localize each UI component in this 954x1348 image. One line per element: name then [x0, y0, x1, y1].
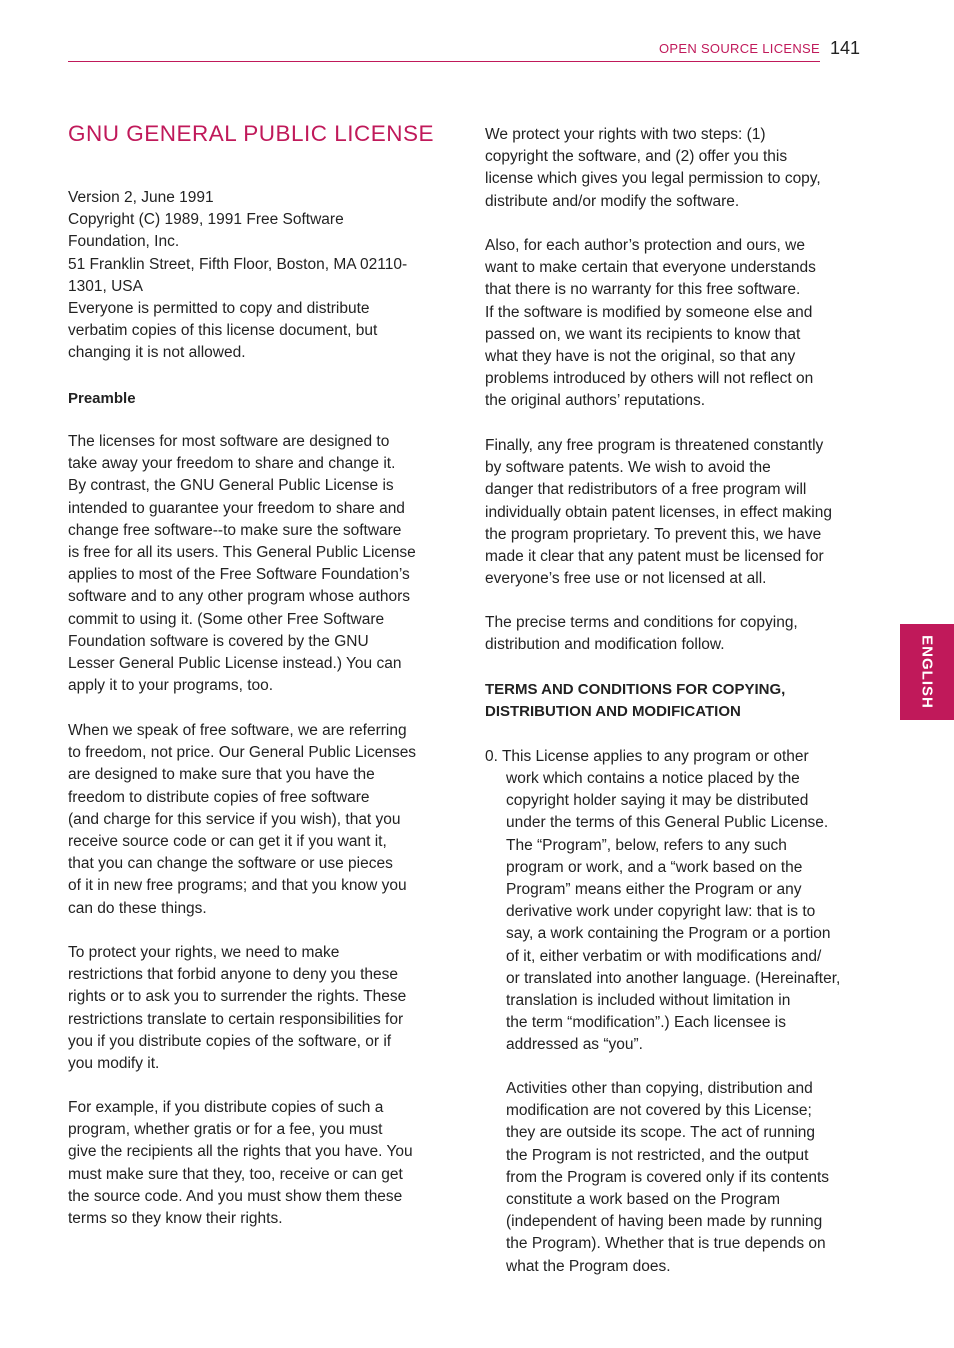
text-line: applies to most of the Free Software Foundation’s	[68, 566, 410, 584]
preamble-paragraph-7	[485, 435, 832, 590]
preamble-paragraph-6	[485, 235, 816, 413]
text-line: take away your freedom to share and change it.	[68, 455, 396, 473]
text-line: change free software--to make sure the software	[68, 521, 402, 539]
text-line: The licenses for most software are designed to	[68, 433, 390, 450]
text-line: Copyright (C) 1989, 1991 Free Software	[68, 211, 344, 229]
text-line: derivative work under copyright law: that is to	[506, 903, 816, 921]
text-line: can do these things.	[68, 899, 207, 917]
text-line: Everyone is permitted to copy and distribute	[68, 300, 370, 318]
text-line: the Program is not restricted, and the output	[506, 1146, 809, 1164]
text-line: verbatim copies of this license document, but	[68, 322, 378, 340]
text-line: you modify it.	[68, 1055, 160, 1073]
text-line: Version 2, June 1991	[68, 189, 214, 206]
text-line: are designed to make sure that you have the	[68, 766, 375, 784]
text-line: DISTRIBUTION AND MODIFICATION	[485, 703, 741, 721]
term-0-first-line: 0. This License applies to any program or other	[485, 748, 809, 765]
text-line: commit to using it. (Some other Free Software	[68, 610, 385, 628]
text-line: the source code. And you must show them these	[68, 1187, 403, 1205]
text-line: say, a work containing the Program or a portion	[506, 925, 831, 943]
text-line: When we speak of free software, we are referring	[68, 722, 407, 739]
text-line: distribute and/or modify the software.	[485, 192, 740, 210]
text-line: 51 Franklin Street, Fifth Floor, Boston, MA 02110-	[68, 255, 408, 273]
text-line: software and to any other program whose authors	[68, 588, 411, 606]
text-line: from the Program is covered only if its contents	[506, 1168, 830, 1186]
text-line: Also, for each author’s protection and ours, we	[485, 237, 805, 254]
text-line: freedom to distribute copies of free software	[68, 788, 370, 806]
text-line: what the Program does.	[506, 1257, 671, 1275]
text-line: that you can change the software or use pieces	[68, 855, 393, 873]
text-line: the original authors’ reputations.	[485, 392, 706, 410]
text-line: passed on, we want its recipients to know that	[485, 325, 801, 343]
text-line: the program proprietary. To prevent this, we have	[485, 525, 822, 543]
text-line: We protect your rights with two steps: (1)	[485, 126, 766, 143]
text-line: by software patents. We wish to avoid the	[485, 459, 771, 477]
text-line: that there is no warranty for this free software.	[485, 281, 801, 299]
language-side-tab-label: ENGLISH	[918, 635, 936, 709]
text-line: of it in new free programs; and that you know you	[68, 877, 407, 895]
text-line: intended to guarantee your freedom to share and	[68, 499, 405, 517]
text-line: copyright the software, and (2) offer you this	[485, 148, 788, 166]
page-number: 141	[830, 38, 861, 58]
version-block	[68, 187, 407, 365]
text-line: under the terms of this General Public License.	[506, 814, 829, 832]
language-side-tab	[900, 624, 954, 720]
text-line: changing it is not allowed.	[68, 344, 246, 362]
text-line: made it clear that any patent must be licensed for	[485, 548, 824, 566]
text-line: individually obtain patent licenses, in effect making	[485, 503, 832, 521]
preamble-paragraph-5	[485, 124, 821, 213]
text-line: modification are not covered by this License;	[506, 1102, 812, 1120]
preamble-paragraph-8	[485, 612, 798, 656]
text-line: Foundation, Inc.	[68, 233, 180, 251]
preamble-heading: Preamble	[68, 390, 136, 407]
text-line: Lesser General Public License instead.) You can	[68, 655, 402, 673]
text-line: addressed as “you”.	[506, 1036, 643, 1054]
text-line: (independent of having been made by running	[506, 1213, 823, 1231]
preamble-paragraph-3	[68, 942, 406, 1075]
text-line: By contrast, the GNU General Public License is	[68, 477, 394, 495]
text-line: restrictions translate to certain responsibilities for	[68, 1010, 404, 1028]
terms-heading	[485, 679, 785, 723]
text-line: Finally, any free program is threatened constantly	[485, 437, 824, 454]
running-header-section: OPEN SOURCE LICENSE	[658, 41, 820, 56]
preamble-paragraph-2	[68, 720, 416, 920]
text-line: restrictions that forbid anyone to deny you these	[68, 966, 399, 984]
text-line: The precise terms and conditions for copying,	[485, 614, 798, 631]
text-line: the Program). Whether that is true depends on	[506, 1235, 826, 1253]
text-line: give the recipients all the rights that you have. You	[68, 1143, 413, 1161]
text-line: must make sure that they, too, receive or can get	[68, 1165, 403, 1183]
text-line: TERMS AND CONDITIONS FOR COPYING,	[485, 681, 786, 698]
term-0-body	[506, 768, 840, 1057]
text-line: to freedom, not price. Our General Public Licenses	[68, 744, 417, 762]
text-line: work which contains a notice placed by the	[506, 770, 800, 787]
text-line: Program” means either the Program or any	[506, 881, 802, 899]
text-line: To protect your rights, we need to make	[68, 944, 340, 961]
page-title: GNU GENERAL PUBLIC LICENSE	[68, 121, 435, 146]
text-line: of it, either verbatim or with modifications and/	[506, 947, 822, 965]
text-line: everyone’s free use or not licensed at all.	[485, 570, 767, 588]
text-line: you if you distribute copies of the software, or if	[68, 1032, 392, 1050]
text-line: If the software is modified by someone else and	[485, 303, 813, 321]
preamble-paragraph-1	[68, 431, 416, 697]
text-line: or translated into another language. (Hereinafter,	[506, 969, 841, 987]
text-line: danger that redistributors of a free program will	[485, 481, 807, 499]
text-line: problems introduced by others will not reflect on	[485, 370, 814, 388]
text-line: constitute a work based on the Program	[506, 1191, 780, 1209]
text-line: distribution and modification follow.	[485, 636, 725, 654]
term-0-paragraph-2	[506, 1078, 829, 1278]
text-line: Foundation software is covered by the GNU	[68, 632, 369, 650]
text-line: copyright holder saying it may be distributed	[506, 792, 809, 810]
text-line: Activities other than copying, distribution and	[506, 1080, 813, 1097]
text-line: is free for all its users. This General Public License	[68, 544, 416, 562]
preamble-paragraph-4	[68, 1097, 413, 1230]
text-line: want to make certain that everyone understands	[485, 259, 816, 277]
text-line: 1301, USA	[68, 277, 143, 295]
text-line: what they have is not the original, so that any	[485, 348, 796, 366]
text-line: they are outside its scope. The act of running	[506, 1124, 816, 1142]
text-line: rights or to ask you to surrender the rights. These	[68, 988, 407, 1006]
text-line: terms so they know their rights.	[68, 1210, 283, 1228]
text-line: program or work, and a “work based on the	[506, 858, 803, 876]
header-rule	[68, 61, 820, 62]
text-line: program, whether gratis or for a fee, you must	[68, 1121, 383, 1139]
text-line: (and charge for this service if you wish), that you	[68, 810, 401, 828]
text-line: apply it to your programs, too.	[68, 677, 274, 695]
text-line: receive source code or can get it if you want it,	[68, 833, 387, 851]
text-line: For example, if you distribute copies of such a	[68, 1099, 384, 1116]
text-line: the term “modification”.) Each licensee is	[506, 1014, 786, 1032]
text-line: translation is included without limitation in	[506, 992, 791, 1010]
text-line: license which gives you legal permission to copy,	[485, 170, 821, 188]
text-line: The “Program”, below, refers to any such	[506, 836, 787, 854]
